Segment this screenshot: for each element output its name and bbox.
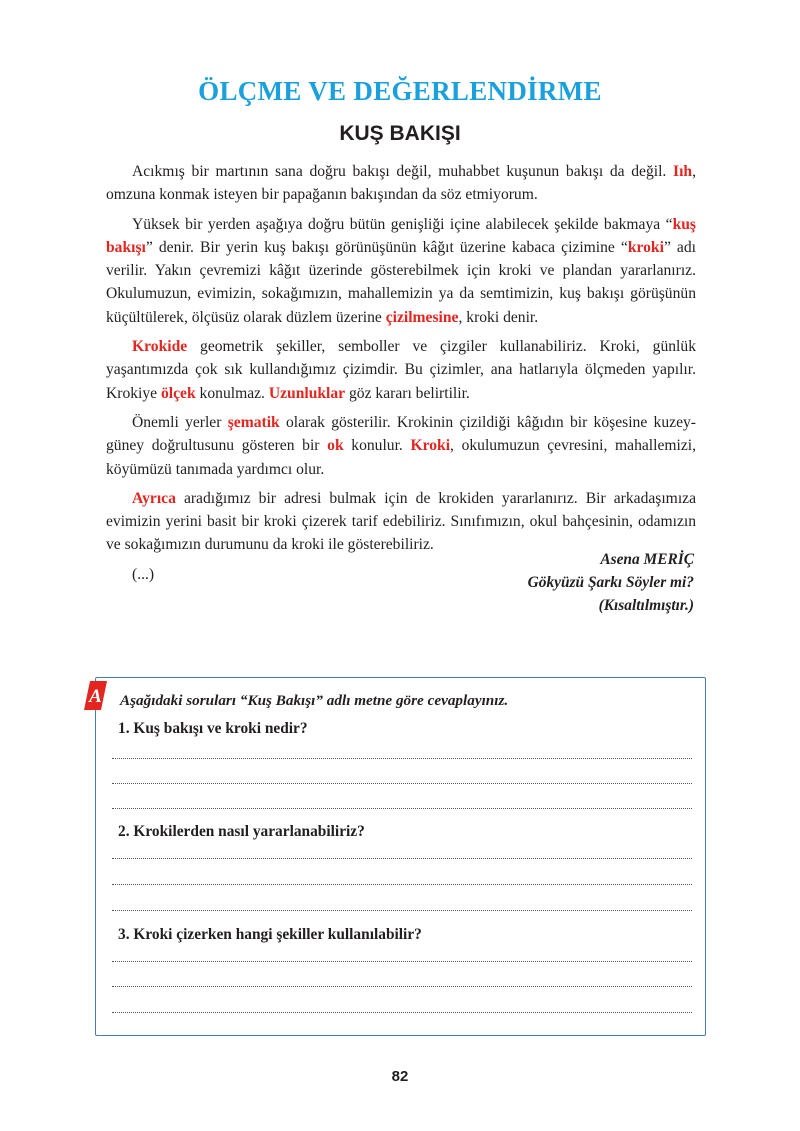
- text-segment: (...): [132, 565, 155, 583]
- text-segment: geometrik şekiller, semboller ve çizgiler kullanabiliriz. Kroki, günlük yaşantımızda çok sık kullandığımız çizimdir. Bu çizimler, ana hatlarıyla ölçmeden yapılır. Krokiye: [106, 338, 696, 402]
- text-segment: , kroki denir.: [458, 308, 539, 326]
- question-1: 1. Kuş bakışı ve kroki nedir?: [118, 720, 308, 737]
- text-segment: aradığımız bir adresi bulmak için de krokiden yararlanırız. Bir arkadaşımıza evimizin yerini basit bir kroki çizerek tarif edebiliriz. Sınıfımızın, okul bahçesinin, odamızın ve sokağımızın durumunu da kroki ile gösterebiliriz.: [106, 489, 696, 554]
- answer-line[interactable]: [112, 783, 692, 784]
- text-segment: konulur.: [343, 437, 411, 455]
- source-signature: [528, 548, 694, 617]
- keyword-highlight: Krokide: [132, 338, 188, 356]
- answer-line[interactable]: [112, 884, 692, 885]
- text-segment: ” denir. Bir yerin kuş bakışı görünüşünün kâğıt üzerine kabaca çizimine “: [145, 238, 628, 256]
- text-segment: Acıkmış bir martının sana doğru bakışı değil, muhabbet kuşunun bakışı da değil.: [132, 163, 674, 180]
- keyword-highlight: Iıh: [673, 163, 693, 180]
- answer-line[interactable]: [112, 858, 692, 859]
- paragraph: [106, 411, 696, 481]
- text-segment: , okulumuzun çevresini, mahallemizi, köyümüzü tanımada yardımcı olur.: [106, 437, 696, 478]
- text-segment: konulmaz.: [195, 384, 269, 402]
- author-name: Asena MERİÇ: [600, 551, 694, 568]
- text-segment: Önemli yerler: [132, 413, 228, 431]
- keyword-highlight: kroki: [627, 238, 664, 256]
- keyword-highlight: ölçek: [161, 384, 196, 402]
- reading-title: KUŞ BAKIŞI: [339, 122, 461, 145]
- paragraph: [106, 335, 696, 405]
- book-title: Gökyüzü Şarkı Söyler mi?: [527, 574, 694, 591]
- answer-line[interactable]: [112, 910, 692, 911]
- exercise-instruction: Aşağıdaki soruları “Kuş Bakışı” adlı metne göre cevaplayınız.: [120, 692, 509, 709]
- keyword-highlight: Uzunluklar: [268, 384, 346, 402]
- keyword-highlight: şematik: [227, 413, 280, 431]
- text-segment: Yüksek bir yerden aşağıya doğru bütün genişliği içine alabilecek şekilde bakmaya “: [132, 215, 673, 233]
- question-2: 2. Krokilerden nasıl yararlanabiliriz?: [118, 823, 365, 840]
- paragraph: [106, 213, 696, 329]
- reading-text: [106, 160, 696, 592]
- answer-line[interactable]: [112, 961, 692, 962]
- text-segment: , omzuna konmak isteyen bir papağanın bakışından da söz etmiyorum.: [106, 163, 696, 204]
- page-number: 82: [391, 1068, 409, 1085]
- text-segment: olarak gösterilir. Krokinin çizildiği kâğıdın bir köşesine kuzey-güney doğrultusunu gösteren bir: [106, 413, 696, 455]
- keyword-highlight: Ayrıca: [132, 489, 176, 507]
- section-a-badge: [84, 681, 107, 710]
- answer-line[interactable]: [112, 1012, 692, 1013]
- keyword-highlight: kuş bakışı: [106, 215, 696, 256]
- keyword-highlight: ok: [327, 437, 344, 455]
- keyword-highlight: Kroki: [410, 437, 451, 455]
- text-segment: ” adı verilir. Yakın çevremizi kâğıt üzerinde gösterebilmek için kroki ve plandan yararlanırız. Okulumuzun, evimizin, sokağımızın, mahallemizin ya da semtimizin, kuş bakışı görüşünün küçültülerek, ölçüsüz olarak düzlem üzerine: [106, 238, 696, 326]
- answer-line[interactable]: [112, 808, 692, 809]
- question-3: 3. Kroki çizerken hangi şekiller kullanılabilir?: [118, 926, 422, 943]
- page-title: ÖLÇME VE DEĞERLENDİRME: [198, 76, 602, 106]
- keyword-highlight: çizilmesine: [385, 308, 459, 326]
- text-segment: göz kararı belirtilir.: [345, 384, 470, 402]
- answer-line[interactable]: [112, 758, 692, 759]
- answer-line[interactable]: [112, 986, 692, 987]
- paragraph: [106, 160, 696, 207]
- badge-letter: A: [89, 686, 102, 707]
- paragraph: [106, 487, 696, 557]
- abridged-note: (Kısaltılmıştır.): [598, 597, 694, 614]
